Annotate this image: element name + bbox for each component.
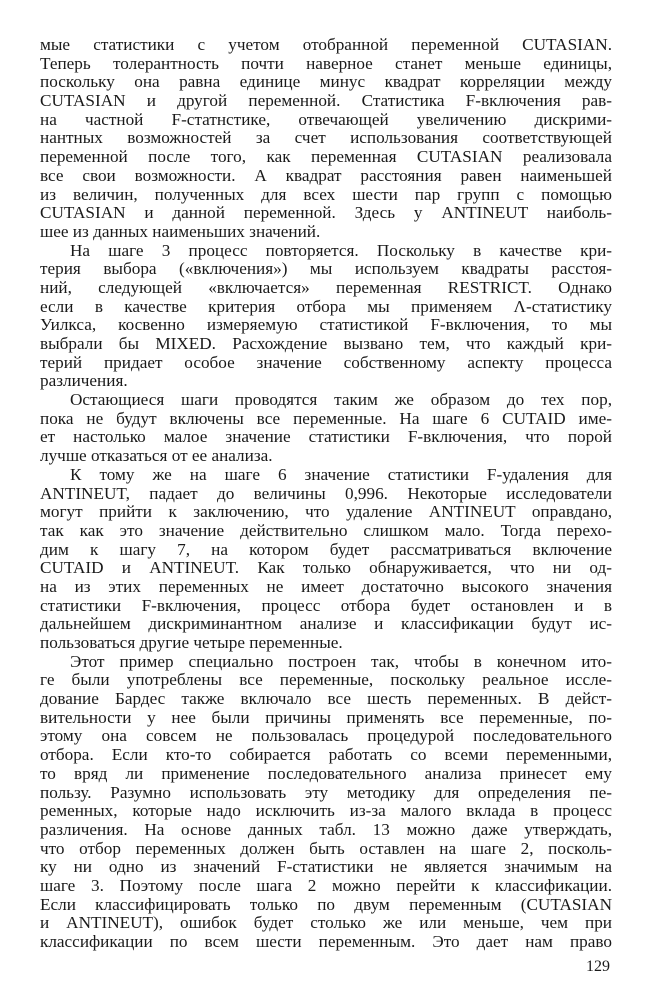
text-line: CUTASIAN и другой переменной. Статистика F-включения рав- <box>40 91 612 111</box>
text-line: вительности у нее были причины применять все переменные, по- <box>40 707 612 727</box>
text-line: различения. На основе данных табл. 13 можно даже утверждать, <box>40 819 612 839</box>
paragraph <box>40 242 612 392</box>
text-line: на из этих переменных не имеет достаточно высокого значения <box>40 576 612 596</box>
text-line: Этот пример специально построен так, чтобы в конечном ито- <box>70 651 612 671</box>
text-line: пока не будут включены все переменные. На шаге 6 CUTAID име- <box>40 408 612 428</box>
text-line: дим к шагу 7, на котором будет рассматриваться включение <box>40 539 612 559</box>
paragraph <box>40 653 612 952</box>
text-line: дальнейшем дискриминантном анализе и классификации будут ис- <box>40 614 612 634</box>
text-line: дование Бардес также включало все шесть переменных. В дейст- <box>40 689 612 709</box>
page-body-text <box>40 36 612 952</box>
text-line: отбора. Если кто-то собирается работать со всеми переменными, <box>40 745 612 765</box>
text-line: ANTINEUT, падает до величины 0,996. Некоторые исследователи <box>40 483 612 503</box>
text-line: выбрали бы MIXED. Расхождение вызвано тем, что каждый кри- <box>40 334 612 353</box>
text-line: так как это значение действительно слишком мало. Тогда перехо- <box>40 520 612 540</box>
paragraph <box>40 36 612 242</box>
text-line: ге были употреблены все переменные, поскольку реальное иссле- <box>40 670 612 690</box>
text-line: различения. <box>40 371 128 391</box>
text-line: лучше отказаться от ее анализа. <box>40 446 273 466</box>
text-line: шее из данных наименьших значений. <box>40 221 321 241</box>
text-line: поскольку она равна единице минус квадрат корреляции между <box>40 72 612 92</box>
text-line: переменной после того, как переменная CUTASIAN реализовала <box>40 147 612 167</box>
text-line: К тому же на шаге 6 значение статистики F-удаления для <box>70 464 612 484</box>
text-line: Если классифицировать только по двум переменным (CUTASIAN <box>40 894 612 914</box>
text-line: терий придает особое значение собственному аспекту процесса <box>40 352 612 372</box>
text-line: ку ни одно из значений F-статистики не является значимым на <box>40 857 612 877</box>
text-line: Теперь толерантность почти наверное станет меньше единицы, <box>40 53 612 73</box>
text-line: если в качестве критерия отбора мы применяем Λ-статистику <box>40 296 612 316</box>
text-line: и ANTINEUT), ошибок будет столько же или меньше, чем при <box>40 913 612 933</box>
text-line: терия выбора («включения») мы используем квадраты расстоя- <box>40 259 612 279</box>
text-line: Остающиеся шаги проводятся таким же образом до тех пор, <box>70 390 612 410</box>
text-line: на частной F-статнстике, отвечающей увеличению дискрими- <box>40 109 612 129</box>
text-line: шаге 3. Поэтому после шага 2 можно перейти к классификации. <box>40 875 612 895</box>
text-line: статистики F-включения, процесс отбора будет остановлен и в <box>40 595 612 615</box>
text-line: что отбор переменных должен быть оставлен на шаге 2, посколь- <box>40 838 612 858</box>
text-line: мые статистики с учетом отобранной переменной CUTASIAN. <box>40 35 612 54</box>
text-line: ет настолько малое значение статистики F-включения, что порой <box>40 427 612 447</box>
text-line: то вряд ли применение последовательного анализа принесет ему <box>40 763 612 783</box>
text-line: ременных, которые надо исключить из-за малого вклада в процесс <box>40 801 612 821</box>
text-line: Уилкса, косвенно измеряемую статистикой F-включения, то мы <box>40 315 612 335</box>
text-line: могут прийти к заключению, что удаление ANTINEUT оправдано, <box>40 502 612 522</box>
text-line: ний, следующей «включается» переменная RESTRICT. Однако <box>40 277 612 297</box>
text-line: CUTAID и ANTINEUT. Как только обнаруживается, что ни од- <box>40 558 612 578</box>
paragraph <box>40 466 612 653</box>
text-line: На шаге 3 процесс повторяется. Поскольку в качестве кри- <box>70 240 612 260</box>
text-line: CUTASIAN и данной переменной. Здесь у ANTINEUT наиболь- <box>40 203 612 223</box>
page-number: 129 <box>586 958 610 975</box>
text-line: пользу. Разумно использовать эту методику для определения пе- <box>40 782 612 802</box>
text-line: классификации по всем шести переменным. Это дает нам право <box>40 932 612 951</box>
text-line: все свои возможности. А квадрат расстояния равен наименьшей <box>40 165 612 185</box>
text-line: из величин, полученных для всех шести пар групп с помощью <box>40 184 612 204</box>
paragraph <box>40 391 612 466</box>
text-line: нантных возможностей за счет использования соответствующей <box>40 128 612 148</box>
text-line: этому она совсем не пользовалась процедурой последовательного <box>40 726 612 746</box>
text-line: пользоваться другие четыре переменные. <box>40 633 343 652</box>
